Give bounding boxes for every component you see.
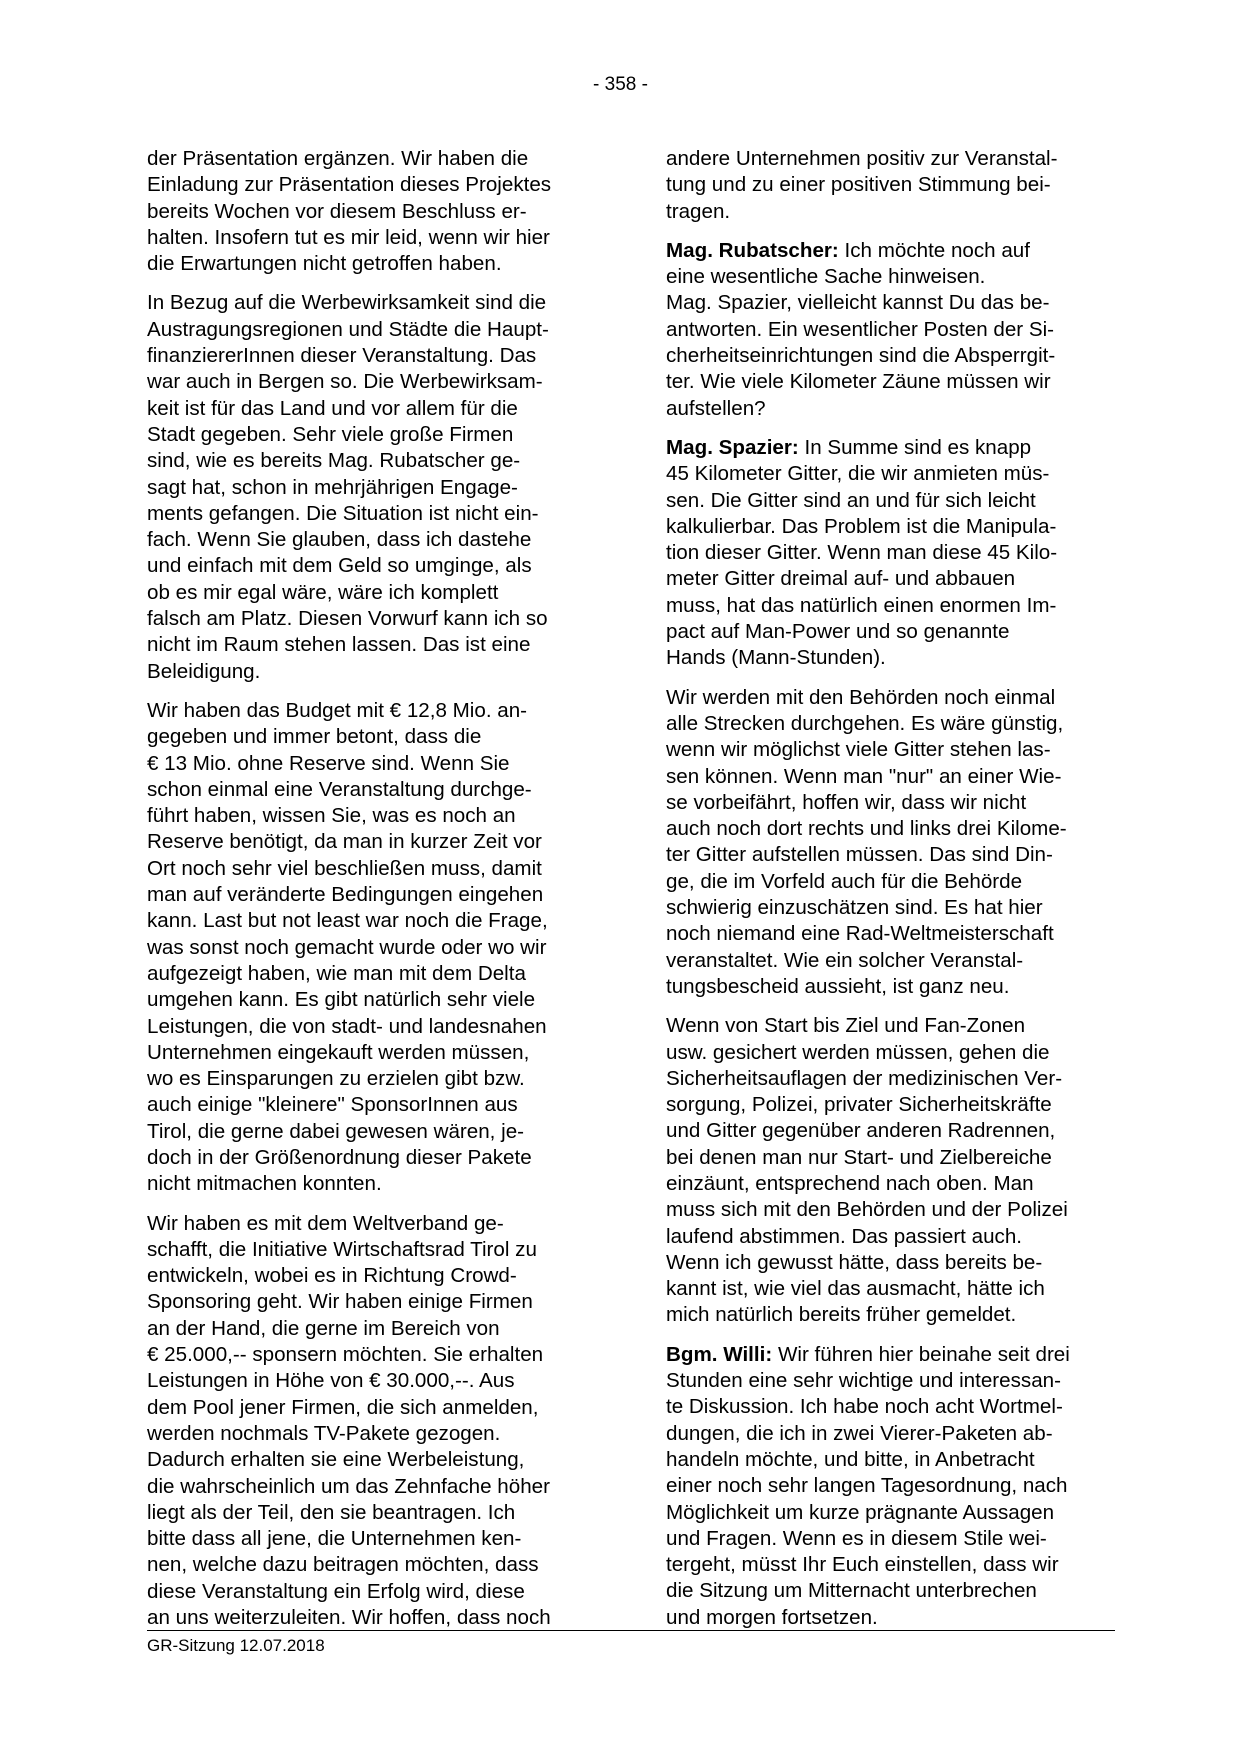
text-line: entwickeln, wobei es in Richtung Crowd-: [147, 1264, 517, 1288]
text-line: bereits Wochen vor diesem Beschluss er-: [147, 199, 527, 223]
text-line: tergeht, müsst Ihr Euch einstellen, dass wir: [666, 1553, 1059, 1577]
text-line: muss, hat das natürlich einen enormen Im-: [666, 593, 1057, 617]
text-line: dungen, die ich in zwei Vierer-Paketen ab-: [666, 1421, 1053, 1445]
text-line: alle Strecken durchgehen. Es wäre günstig,: [666, 711, 1064, 735]
text-line: die Erwartungen nicht getroffen haben.: [147, 252, 502, 276]
speaker-paragraph: [666, 435, 1118, 672]
text-line: Tirol, die gerne dabei gewesen wären, je-: [147, 1119, 525, 1143]
text-line: pact auf Man-Power und so genannte: [666, 620, 1010, 644]
text-line: war auch in Bergen so. Die Werbewirksam-: [147, 370, 543, 394]
text-line: Unternehmen eingekauft werden müssen,: [147, 1040, 530, 1064]
speaker-paragraph: [666, 1342, 1118, 1631]
text-line: mich natürlich bereits früher gemeldet.: [666, 1303, 1017, 1327]
text-line: sen können. Wenn man "nur" an einer Wie-: [666, 764, 1062, 788]
text-line: keit ist für das Land und vor allem für die: [147, 396, 518, 420]
text-line: Stunden eine sehr wichtige und interessan-: [666, 1369, 1061, 1393]
text-line: Sicherheitsauflagen der medizinischen Ver-: [666, 1066, 1063, 1090]
text-line: Sponsoring geht. Wir haben einige Firmen: [147, 1290, 533, 1314]
text-line: handeln möchte, und bitte, in Anbetracht: [666, 1447, 1035, 1471]
text-line: Wenn von Start bis Ziel und Fan-Zonen: [666, 1014, 1026, 1038]
text-line: andere Unternehmen positiv zur Veranstal-: [666, 147, 1058, 170]
text-line: Ort noch sehr viel beschließen muss, damit: [147, 856, 542, 880]
text-line: Beleidigung.: [147, 659, 261, 683]
text-line: ge, die im Vorfeld auch für die Behörde: [666, 869, 1023, 893]
text-span: Ich möchte noch auf: [838, 238, 1030, 262]
text-line: Einladung zur Präsentation dieses Projektes: [147, 173, 552, 197]
text-line: te Diskussion. Ich habe noch acht Wortmel-: [666, 1395, 1063, 1419]
text-line: eine wesentliche Sache hinweisen.: [666, 265, 986, 289]
text-line: 45 Kilometer Gitter, die wir anmieten müs-: [666, 462, 1050, 486]
text-line: die Sitzung um Mitternacht unterbrechen: [666, 1579, 1037, 1603]
text-line: wenn wir möglichst viele Gitter stehen las-: [666, 738, 1051, 762]
text-line: sorgung, Polizei, privater Sicherheitskräfte: [666, 1093, 1052, 1117]
text-line: was sonst noch gemacht wurde oder wo wir: [147, 935, 547, 959]
text-line: tion dieser Gitter. Wenn man diese 45 Kilo-: [666, 541, 1058, 565]
text-span: In Summe sind es knapp: [798, 435, 1032, 459]
text-line: tungsbescheid aussieht, ist ganz neu.: [666, 974, 1010, 998]
text-line: ter Gitter aufstellen müssen. Das sind Din-: [666, 843, 1053, 867]
text-line: cherheitseinrichtungen sind die Absperrgit-: [666, 344, 1056, 368]
text-line: Reserve benötigt, da man in kurzer Zeit vor: [147, 830, 542, 854]
text-line: kannt ist, wie viel das ausmacht, hätte ich: [666, 1277, 1045, 1301]
right-column: [666, 146, 1118, 1644]
text-line: gegeben und immer betont, dass die: [147, 725, 482, 749]
text-line: schwierig einzuschätzen sind. Es hat hier: [666, 896, 1043, 920]
text-line: ob es mir egal wäre, wäre ich komplett: [147, 580, 499, 604]
text-line: tung und zu einer positiven Stimmung bei-: [666, 173, 1051, 197]
text-line: fach. Wenn Sie glauben, dass ich dastehe: [147, 528, 532, 552]
text-line: kann. Last but not least war noch die Frage,: [147, 909, 548, 933]
text-line: meter Gitter dreimal auf- und abbauen: [666, 567, 1016, 591]
left-column: [147, 146, 594, 1644]
text-line: wo es Einsparungen zu erzielen gibt bzw.: [147, 1067, 525, 1091]
text-line: In Bezug auf die Werbewirksamkeit sind die: [147, 291, 547, 315]
text-line: usw. gesichert werden müssen, gehen die: [666, 1040, 1050, 1064]
text-line: muss sich mit den Behörden und der Polizei: [666, 1198, 1068, 1222]
text-line: bei denen man nur Start- und Zielbereiche: [666, 1145, 1052, 1169]
text-line: kalkulierbar. Das Problem ist die Manipula-: [666, 514, 1057, 538]
text-line: an uns weiterzuleiten. Wir hoffen, dass noch: [147, 1606, 551, 1630]
text-line: einer noch sehr langen Tagesordnung, nach: [666, 1474, 1068, 1498]
text-line: veranstaltet. Wie ein solcher Veranstal-: [666, 948, 1024, 972]
text-line: tragen.: [666, 199, 731, 223]
text-line: schon einmal eine Veranstaltung durchge-: [147, 777, 532, 801]
text-line: Wir werden mit den Behörden noch einmal: [666, 685, 1056, 709]
text-line: ter. Wie viele Kilometer Zäune müssen wir: [666, 370, 1051, 394]
text-line: diese Veranstaltung ein Erfolg wird, diese: [147, 1579, 525, 1603]
page-number: - 358 -: [593, 74, 648, 95]
text-line: der Präsentation ergänzen. Wir haben die: [147, 147, 529, 170]
text-line: [666, 435, 1118, 461]
speaker-name: Mag. Rubatscher:: [666, 238, 839, 262]
text-line: € 25.000,-- sponsern möchten. Sie erhalten: [147, 1343, 544, 1367]
paragraph: [147, 290, 594, 684]
text-line: schafft, die Initiative Wirtschaftsrad Tirol zu: [147, 1237, 537, 1261]
text-line: Mag. Spazier, vielleicht kannst Du das be-: [666, 291, 1050, 315]
text-line: umgehen kann. Es gibt natürlich sehr viele: [147, 988, 536, 1012]
text-line: Wir haben es mit dem Weltverband ge-: [147, 1211, 504, 1235]
paragraph: [147, 698, 594, 1198]
text-line: doch in der Größenordnung dieser Pakete: [147, 1145, 532, 1169]
text-line: [666, 238, 1118, 264]
text-line: halten. Insofern tut es mir leid, wenn wir hier: [147, 225, 550, 249]
text-line: nen, welche dazu beitragen möchten, dass: [147, 1553, 539, 1577]
footer-divider: [147, 1630, 1115, 1631]
text-line: und morgen fortsetzen.: [666, 1605, 878, 1629]
paragraph: [666, 685, 1118, 1001]
text-line: führt haben, wissen Sie, was es noch an: [147, 804, 516, 828]
footer-session-date: GR-Sitzung 12.07.2018: [147, 1636, 325, 1655]
text-line: falsch am Platz. Diesen Vorwurf kann ich so: [147, 607, 548, 631]
text-line: sagt hat, schon in mehrjährigen Engage-: [147, 475, 518, 499]
text-line: man auf veränderte Bedingungen eingehen: [147, 883, 544, 907]
text-line: auch noch dort rechts und links drei Kilome-: [666, 817, 1067, 841]
text-line: [666, 1342, 1118, 1368]
paragraph: [666, 1013, 1118, 1329]
text-line: Austragungsregionen und Städte die Haupt-: [147, 317, 549, 341]
text-line: Möglichkeit um kurze prägnante Aussagen: [666, 1500, 1055, 1524]
paragraph: [147, 1211, 594, 1632]
text-line: se vorbeifährt, hoffen wir, dass wir nicht: [666, 790, 1027, 814]
text-line: € 13 Mio. ohne Reserve sind. Wenn Sie: [147, 751, 510, 775]
text-line: antworten. Ein wesentlicher Posten der Si-: [666, 317, 1055, 341]
text-line: und einfach mit dem Geld so umginge, als: [147, 554, 532, 578]
text-line: liegt als der Teil, den sie beantragen. Ich: [147, 1500, 516, 1524]
text-line: Hands (Mann-Stunden).: [666, 646, 886, 670]
text-line: nicht mitmachen konnten.: [147, 1172, 382, 1196]
text-line: nicht im Raum stehen lassen. Das ist eine: [147, 633, 531, 657]
text-line: Dadurch erhalten sie eine Werbeleistung,: [147, 1448, 525, 1472]
text-line: finanziererInnen dieser Veranstaltung. Das: [147, 344, 537, 368]
text-line: Wenn ich gewusst hätte, dass bereits be-: [666, 1250, 1043, 1274]
text-line: auch einige "kleinere" SponsorInnen aus: [147, 1093, 518, 1117]
text-line: werden nochmals TV-Pakete gezogen.: [147, 1421, 501, 1445]
text-line: Wir haben das Budget mit € 12,8 Mio. an-: [147, 698, 528, 722]
speaker-name: Bgm. Willi:: [666, 1342, 773, 1366]
speaker-paragraph: [666, 238, 1118, 422]
text-line: und Gitter gegenüber anderen Radrennen,: [666, 1119, 1056, 1143]
text-line: aufgezeigt haben, wie man mit dem Delta: [147, 961, 526, 985]
text-line: sind, wie es bereits Mag. Rubatscher ge-: [147, 449, 521, 473]
text-line: noch niemand eine Rad-Weltmeisterschaft: [666, 922, 1054, 946]
paragraph: [666, 146, 1118, 225]
text-line: sen. Die Gitter sind an und für sich leicht: [666, 488, 1036, 512]
text-line: Leistungen in Höhe von € 30.000,--. Aus: [147, 1369, 515, 1393]
text-span: Wir führen hier beinahe seit drei: [772, 1342, 1070, 1366]
text-line: Stadt gegeben. Sehr viele große Firmen: [147, 422, 514, 446]
text-line: die wahrscheinlich um das Zehnfache höher: [147, 1474, 550, 1498]
text-line: Leistungen, die von stadt- und landesnahen: [147, 1014, 547, 1038]
text-line: und Fragen. Wenn es in diesem Stile wei-: [666, 1526, 1047, 1550]
text-line: aufstellen?: [666, 396, 766, 420]
paragraph: [147, 146, 594, 277]
text-line: bitte dass all jene, die Unternehmen ken-: [147, 1527, 522, 1551]
text-line: an der Hand, die gerne im Bereich von: [147, 1316, 500, 1340]
speaker-name: Mag. Spazier:: [666, 435, 799, 459]
text-line: ments gefangen. Die Situation ist nicht ein-: [147, 501, 539, 525]
text-line: laufend abstimmen. Das passiert auch.: [666, 1224, 1022, 1248]
text-line: einzäunt, entsprechend nach oben. Man: [666, 1171, 1034, 1195]
text-line: dem Pool jener Firmen, die sich anmelden,: [147, 1395, 539, 1419]
